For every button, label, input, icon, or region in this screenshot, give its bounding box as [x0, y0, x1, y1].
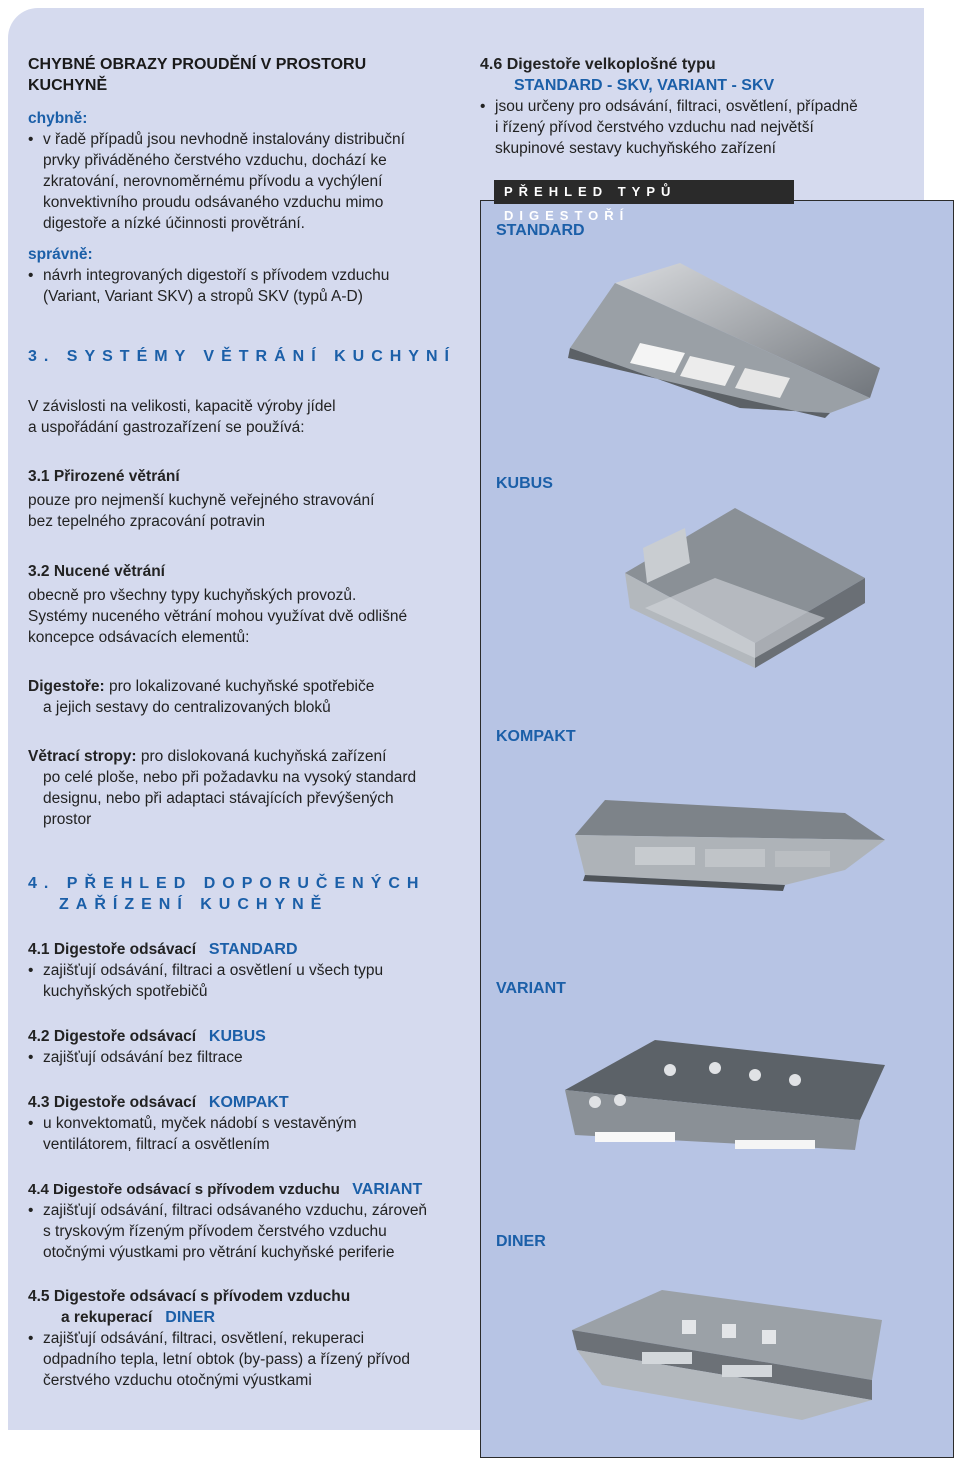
- item-bullet: [28, 1328, 468, 1391]
- text-line: po celé ploše, nebo při požadavku na vysoký standard: [43, 769, 417, 786]
- text-line: konvektivního proudu odsávaného vzduchu mimo: [43, 194, 384, 211]
- text-line: pro dislokovaná kuchyňská zařízení: [136, 748, 387, 765]
- hoods-label: Digestoře:: [28, 678, 105, 695]
- text-line: digestoře a nízké účinnosti provětrání.: [43, 215, 305, 232]
- standard-hood-image: [560, 258, 890, 418]
- item-43: [28, 1092, 468, 1155]
- large-hoods-title: 4.6 Digestoře velkoplošné typu: [480, 56, 716, 73]
- item-title: 4.1 Digestoře odsávací: [28, 941, 196, 958]
- text-line: • v řadě případů jsou nevhodně instalovány distribuční: [43, 131, 405, 148]
- wrong-label: chybně:: [28, 110, 88, 127]
- item-bullet: [28, 1113, 468, 1155]
- right-item: [28, 265, 468, 307]
- right-list: [28, 265, 468, 307]
- product-name: STANDARD: [208, 941, 298, 958]
- product-label-kompakt: KOMPAKT: [496, 728, 576, 745]
- product-label-kubus: KUBUS: [496, 475, 553, 492]
- text-line: skupinové sestavy kuchyňského zařízení: [495, 140, 776, 157]
- text-line: • jsou určeny pro odsávání, filtraci, osvětlení, případně: [495, 98, 858, 115]
- wrong-item: [28, 129, 468, 234]
- item-title: 4.2 Digestoře odsávací: [28, 1028, 196, 1045]
- text-line: i řízený přívod čerstvého vzduchu nad největší: [495, 119, 814, 136]
- text-line: obecně pro všechny typy kuchyňských provozů.: [28, 587, 357, 604]
- text-line: bez tepelného zpracování potravin: [28, 513, 265, 530]
- text-line: (Variant, Variant SKV) a stropů SKV (typů A-D): [43, 288, 363, 305]
- text-line: otočnými výustkami pro větrání kuchyňské periferie: [43, 1244, 395, 1261]
- item-42: [28, 1026, 468, 1068]
- text-line: prvky přiváděného čerstvého vzduchu, dochází ke: [43, 152, 387, 169]
- text-line: Systémy nuceného větrání mohou využívat dvě odlišné: [28, 608, 408, 625]
- airflow-heading-line1: CHYBNÉ OBRAZY PROUDĚNÍ V PROSTORU: [28, 56, 367, 73]
- product-name: KUBUS: [208, 1028, 266, 1045]
- text-line: zkratování, nerovnoměrnému přívodu a vychýlení: [43, 173, 383, 190]
- item-bullet: [480, 96, 920, 159]
- text-line: koncepce odsávacích elementů:: [28, 629, 250, 646]
- item-title: a rekuperací: [61, 1309, 153, 1326]
- section31: [28, 466, 374, 532]
- text-line: a uspořádání gastrozařízení se používá:: [28, 419, 305, 436]
- text-line: odpadního tepla, letní obtok (by-pass) a řízený přívod: [43, 1351, 411, 1368]
- left-top-block: [28, 54, 468, 307]
- variant-hood-image: [555, 1040, 885, 1160]
- title-line: 4. PŘEHLED DOPORUČENÝCH: [28, 875, 426, 892]
- ceiling-paragraph: [28, 746, 416, 830]
- wrong-list: [28, 129, 468, 234]
- overview-bar: PŘEHLED TYPŮ DIGESTOŘÍ: [494, 180, 794, 204]
- text-line: designu, nebo při adaptaci stávajících převýšených: [43, 790, 394, 807]
- airflow-heading-line2: KUCHYNĚ: [28, 77, 108, 94]
- text-line: • návrh integrovaných digestoří s přívodem vzduchu: [43, 267, 390, 284]
- text-line: kuchyňských spotřebičů: [43, 983, 208, 1000]
- item-bullet: [28, 960, 468, 1002]
- product-label-diner: DINER: [496, 1233, 546, 1250]
- ceiling-label: Větrací stropy:: [28, 748, 137, 765]
- text-line: pro lokalizované kuchyňské spotřebiče: [104, 678, 375, 695]
- item-title: 4.3 Digestoře odsávací: [28, 1094, 196, 1111]
- text-line: V závislosti na velikosti, kapacitě výroby jídel: [28, 398, 336, 415]
- item-title: 4.4 Digestoře odsávací s přívodem vzduchu: [28, 1181, 340, 1198]
- product-label-standard: STANDARD: [496, 222, 585, 239]
- section31-title: 3.1 Přirozené větrání: [28, 468, 180, 485]
- item-bullet: [28, 1200, 478, 1263]
- large-hoods-subtitle: STANDARD - SKV, VARIANT - SKV: [514, 77, 775, 94]
- item-45: [28, 1286, 468, 1391]
- product-name: DINER: [165, 1309, 216, 1326]
- hoods-paragraph: [28, 676, 374, 718]
- right-label: správně:: [28, 246, 93, 263]
- kompakt-hood-image: [575, 795, 890, 895]
- diner-hood-image: [572, 1290, 887, 1425]
- text-line: • zajišťují odsávání, filtraci, osvětlení, rekuperaci: [43, 1330, 365, 1347]
- text-line: • u konvektomatů, myček nádobí s vestavěným: [43, 1115, 357, 1132]
- right-top-block: [480, 54, 920, 159]
- title-line: ZAŘÍZENÍ KUCHYNĚ: [59, 896, 329, 913]
- section3-intro: [28, 396, 336, 438]
- product-name: KOMPAKT: [208, 1094, 289, 1111]
- text-line: čerstvého vzduchu otočnými výustkami: [43, 1372, 312, 1389]
- text-line: • zajišťují odsávání, filtraci odsávaného vzduchu, zároveň: [43, 1202, 428, 1219]
- kubus-hood-image: [625, 508, 875, 668]
- section3-title: 3. SYSTÉMY VĚTRÁNÍ KUCHYNÍ: [28, 348, 456, 365]
- text-line: prostor: [43, 811, 92, 828]
- text-line: • zajišťují odsávání, filtraci a osvětlení u všech typu: [43, 962, 384, 979]
- item-41: [28, 939, 468, 1002]
- section4-title: [28, 873, 425, 915]
- text-line: pouze pro nejmenší kuchyně veřejného stravování: [28, 492, 375, 509]
- item-44: [28, 1179, 478, 1263]
- section32: [28, 561, 407, 648]
- item-bullet: [28, 1047, 468, 1068]
- text-line: ventilátorem, filtrací a osvětlením: [43, 1136, 270, 1153]
- section32-title: 3.2 Nucené větrání: [28, 563, 165, 580]
- text-line: a jejich sestavy do centralizovaných bloků: [43, 699, 331, 716]
- text-line: s tryskovým řízeným přívodem čerstvého vzduchu: [43, 1223, 387, 1240]
- text-line: • zajišťují odsávání bez filtrace: [43, 1049, 243, 1066]
- product-label-variant: VARIANT: [496, 980, 566, 997]
- product-name: VARIANT: [352, 1181, 423, 1198]
- item-title: 4.5 Digestoře odsávací s přívodem vzduchu: [28, 1288, 351, 1305]
